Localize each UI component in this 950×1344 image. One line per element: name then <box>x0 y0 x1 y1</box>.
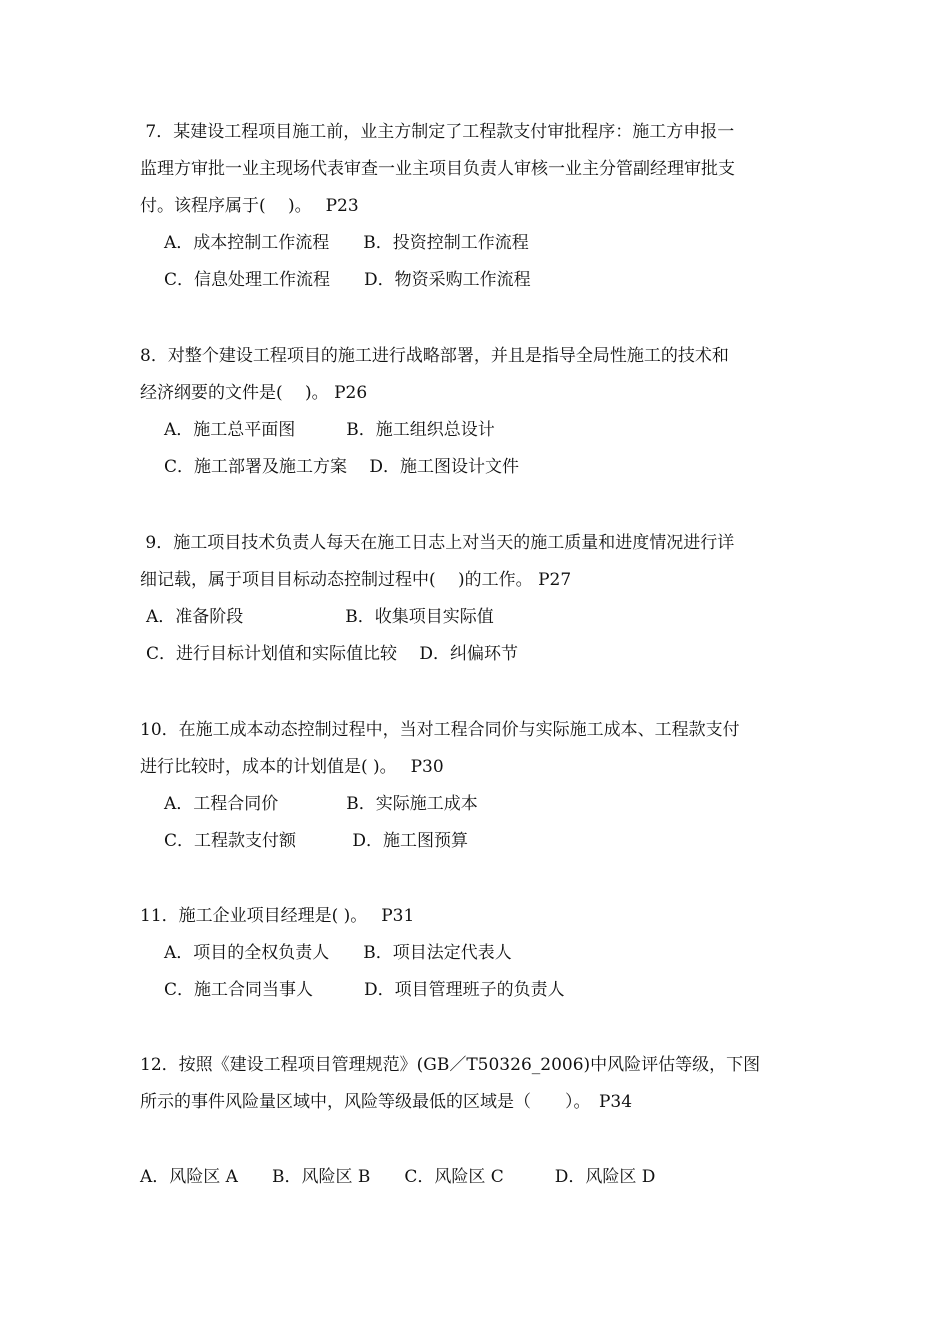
q7-line-1: 7．某建设工程项目施工前，业主方制定了工程款支付审批程序：施工方申报一 <box>140 122 735 142</box>
q7-options-2: C．信息处理工作流程 D．物资采购工作流程 <box>164 270 531 290</box>
q9-options-1: A．准备阶段 B．收集项目实际值 <box>146 607 494 627</box>
q7-line-2: 监理方审批一业主现场代表审查一业主项目负责人审核一业主分管副经理审批支 <box>140 159 735 179</box>
q10-line-1: 10．在施工成本动态控制过程中，当对工程合同价与实际施工成本、工程款支付 <box>140 720 740 740</box>
q10-options-1: A．工程合同价 B．实际施工成本 <box>164 794 478 814</box>
q11-line-1: 11．施工企业项目经理是( )。 P31 <box>140 906 415 926</box>
q12-options-1: A．风险区 A B．风险区 B C．风险区 C D．风险区 D <box>140 1167 656 1187</box>
q8-line-1: 8．对整个建设工程项目的施工进行战略部署，并且是指导全局性施工的技术和 <box>140 346 729 366</box>
q8-options-2: C．施工部署及施工方案 D．施工图设计文件 <box>164 457 520 477</box>
q10-line-2: 进行比较时，成本的计划值是( )。 P30 <box>140 757 444 777</box>
q8-line-2: 经济纲要的文件是( )。 P26 <box>140 383 368 403</box>
q9-line-2: 细记载，属于项目目标动态控制过程中( )的工作。 P27 <box>140 570 572 590</box>
q12-line-2: 所示的事件风险量区域中，风险等级最低的区域是（ ）。 P34 <box>140 1092 633 1112</box>
q7-options-1: A．成本控制工作流程 B．投资控制工作流程 <box>164 233 529 253</box>
q8-options-1: A．施工总平面图 B．施工组织总设计 <box>164 420 495 440</box>
q7-line-3: 付。该程序属于( )。 P23 <box>140 196 359 216</box>
q11-options-1: A．项目的全权负责人 B．项目法定代表人 <box>164 943 512 963</box>
q11-options-2: C．施工合同当事人 D．项目管理班子的负责人 <box>164 980 565 1000</box>
q9-line-1: 9．施工项目技术负责人每天在施工日志上对当天的施工质量和进度情况进行详 <box>140 533 735 553</box>
q12-line-1: 12．按照《建设工程项目管理规范》(GB／T50326_2006)中风险评估等级，下图 <box>140 1055 761 1075</box>
q9-options-2: C．进行目标计划值和实际值比较 D．纠偏环节 <box>146 644 519 664</box>
q10-options-2: C．工程款支付额 D．施工图预算 <box>164 831 469 851</box>
